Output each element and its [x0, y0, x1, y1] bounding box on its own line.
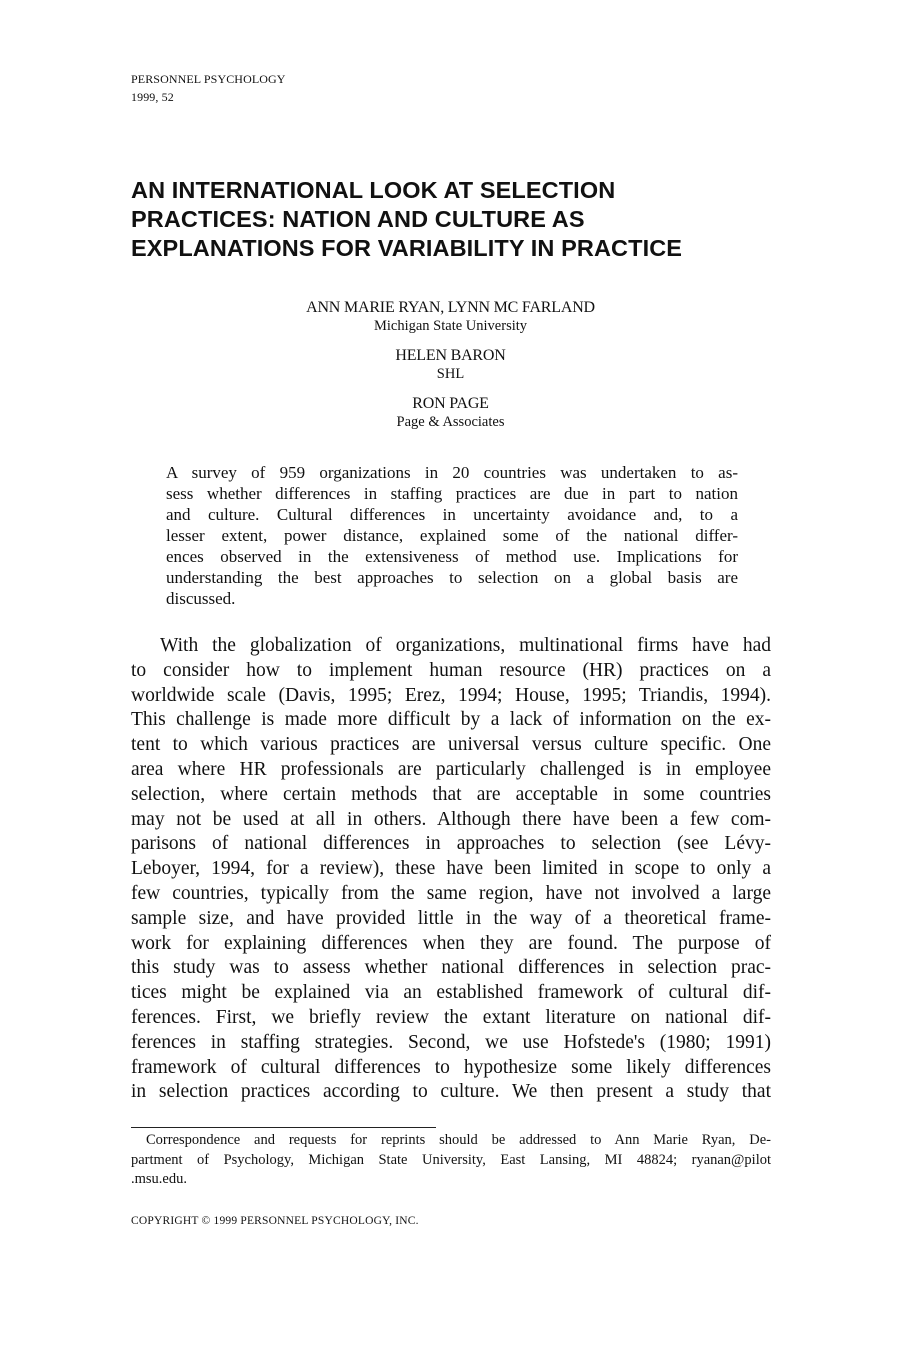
body-line: parisons of national differences in approaches to selection (see Lévy- [131, 833, 771, 855]
body-line: sample size, and have provided little in the way of a theoretical frame- [131, 907, 771, 929]
body-line: With the globalization of organizations, multinational firms have had [160, 635, 771, 656]
body-paragraph [131, 634, 771, 1105]
footnote-line: partment of Psychology, Michigan State University, East Lansing, MI 48824; ryanan@pilot [131, 1151, 771, 1168]
author-group [0, 394, 901, 431]
article-title [131, 176, 771, 263]
body-line: few countries, typically from the same region, have not involved a large [131, 882, 771, 904]
author-names: HELEN BARON [395, 347, 506, 364]
body-line: ferences in staffing strategies. Second, we use Hofstede's (1980; 1991) [131, 1031, 771, 1053]
body-line: tent to which various practices are universal versus culture specific. One [131, 734, 771, 756]
body-line: Leboyer, 1994, for a review), these have been limited in scope to only a [131, 858, 771, 880]
body-line: to consider how to implement human resource (HR) practices on a [131, 659, 771, 681]
body-line: this study was to assess whether national differences in selection prac- [131, 957, 771, 979]
journal-header [131, 70, 286, 106]
body-line: in selection practices according to culture. We then present a study that [131, 1081, 771, 1103]
copyright-notice: COPYRIGHT © 1999 PERSONNEL PSYCHOLOGY, INC. [131, 1215, 419, 1227]
title-line: EXPLANATIONS FOR VARIABILITY IN PRACTICE [131, 235, 683, 261]
body-line: work for explaining differences when they are found. The purpose of [131, 932, 771, 954]
author-group [0, 346, 901, 383]
author-affiliation: SHL [436, 366, 465, 382]
body-line: area where HR professionals are particularly challenged is in employee [131, 758, 771, 780]
abstract-line: discussed. [166, 589, 236, 608]
journal-name: PERSONNEL PSYCHOLOGY [131, 72, 286, 86]
footnote-line: .msu.edu. [131, 1171, 187, 1187]
journal-volume: 1999, 52 [131, 90, 174, 104]
author-names: ANN MARIE RYAN, LYNN MC FARLAND [306, 299, 595, 316]
body-line: selection, where certain methods that are acceptable in some countries [131, 783, 771, 805]
author-group [0, 298, 901, 335]
footnote-divider [131, 1127, 436, 1128]
body-line: framework of cultural differences to hypothesize some likely differences [131, 1056, 771, 1078]
body-line: tices might be explained via an established framework of cultural dif- [131, 982, 771, 1004]
footnote-line: Correspondence and requests for reprints should be addressed to Ann Marie Ryan, De- [146, 1132, 771, 1148]
title-line: PRACTICES: NATION AND CULTURE AS [131, 206, 585, 232]
author-affiliation: Michigan State University [373, 318, 528, 334]
body-line: may not be used at all in others. Although there have been a few com- [131, 808, 771, 830]
abstract-line: A survey of 959 organizations in 20 countries was undertaken to as- [166, 463, 738, 482]
author-block [0, 298, 901, 442]
abstract-line: ences observed in the extensiveness of method use. Implications for [166, 547, 738, 566]
footnote [131, 1131, 771, 1190]
abstract-line: lesser extent, power distance, explained some of the national differ- [166, 526, 738, 545]
body-line: This challenge is made more difficult by a lack of information on the ex- [131, 709, 771, 731]
abstract-line: understanding the best approaches to selection on a global basis are [166, 568, 738, 587]
abstract [166, 462, 738, 609]
body-line: worldwide scale (Davis, 1995; Erez, 1994; House, 1995; Triandis, 1994). [131, 684, 771, 706]
author-names: RON PAGE [412, 395, 489, 412]
abstract-line: and culture. Cultural differences in uncertainty avoidance and, to a [166, 505, 738, 524]
author-affiliation: Page & Associates [396, 414, 505, 430]
title-line: AN INTERNATIONAL LOOK AT SELECTION [131, 177, 616, 203]
body-line: ferences. First, we briefly review the extant literature on national dif- [131, 1006, 771, 1028]
abstract-line: sess whether differences in staffing practices are due in part to nation [166, 484, 738, 503]
